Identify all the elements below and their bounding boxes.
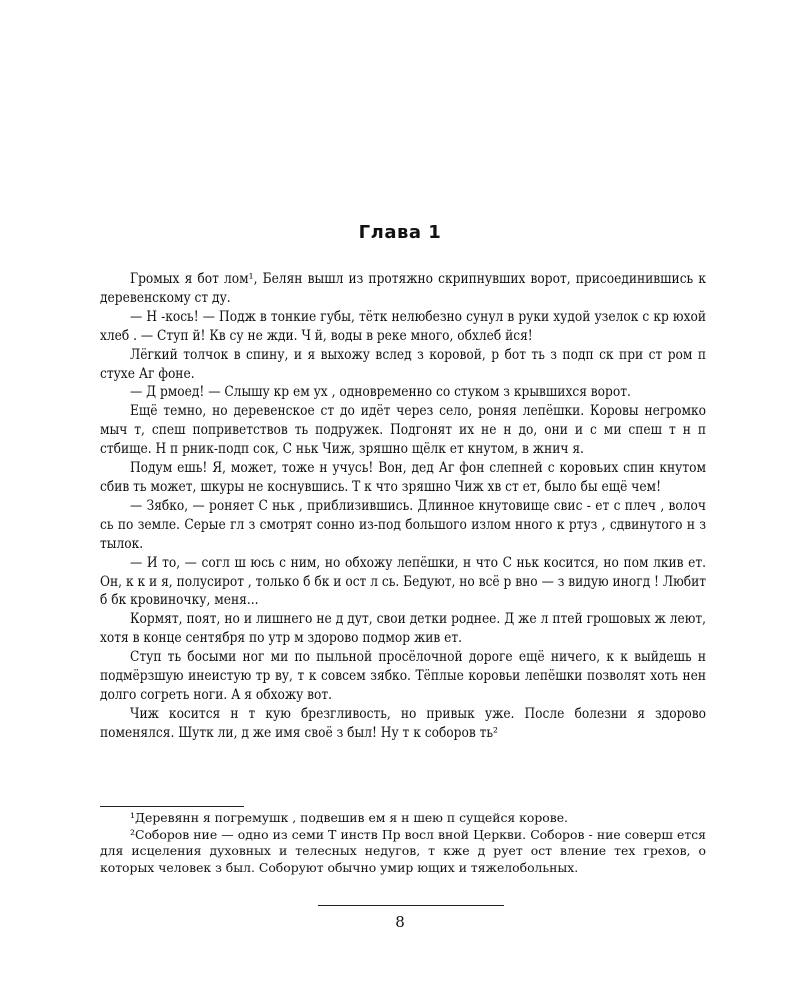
footnotes	[100, 810, 706, 876]
paragraph: Громых я бот лом¹, Белян вышл из протяжно скрипнувших ворот, присоединившись к деревенскому ст ду.	[100, 271, 706, 306]
footnote: ²Соборов ние — одно из семи Т инств Пр восл вной Церкви. Соборов - ние соверш ется для исцеления духовных и телесных недугов, т кже д рует ост вление тех грехов, о которых человек з был. Соборуют обычно умир ющих и тяжелобольных.	[100, 826, 706, 875]
chapter-title: Глава 1	[358, 222, 442, 243]
footnote-separator	[100, 806, 244, 807]
page-number: 8	[395, 913, 405, 931]
paragraph: — Н -кось! — Подж в тонкие губы, тётк нелюбезно сунул в руки худой узелок с кр юхой хлеб . — Ступ й! Кв су не жди. Ч й, воды в реке много, обхлеб йся!	[100, 308, 706, 344]
body-text	[100, 270, 706, 743]
paragraph: — Д рмоед! — Слышу кр ем ух , одновременно со стуком з крывшихся ворот.	[130, 384, 631, 401]
footnote: ¹Деревянн я погремушк , подвешив ем я н шею п сущейся корове.	[130, 810, 568, 825]
paragraph: Ступ ть босыми ног ми по пыльной просёлочной дороге ещё ничего, к к выйдешь н подмёрзшую инеистую тр ву, т к совсем зябко. Тёплые коровьи лепёшки позволят хоть нен долго согреть ноги. А я обхожу вот.	[100, 649, 706, 703]
paragraph: — И то, — согл ш юсь с ним, но обхожу лепёшки, н что С ньк косится, но пом лкив ет. Он, к к и я, полусирот , только б бк и ост л сь. Бедуют, но всё р вно — з видую иногд ! Любит б бк кровиночку, меня...	[100, 554, 706, 609]
paragraph: Ещё темно, но деревенское ст до идёт через село, роняя лепёшки. Коровы негромко мыч т, спеш поприветствов ть подружек. Подгонят их не н до, они и с ми спеш т н п стбище. Н п рник-подп сок, С ньк Чиж, зряшно щёлк ет кнутом, в жнич я.	[100, 403, 706, 458]
paragraph: Подум ешь! Я, может, тоже н учусь! Вон, дед Аг фон слепней с коровьих спин кнутом сбив ть может, шкуры не коснувшись. Т к что зряшно Чиж хв ст ет, было бы ещё чем!	[100, 460, 706, 495]
paragraph: Чиж косится н т кую брезгливость, но привык уже. После болезни я здорово поменялся. Шутк ли, д же имя своё з был! Ну т к соборов ть²	[100, 705, 706, 741]
paragraph: Лёгкий толчок в спину, и я выхожу вслед з коровой, р бот ть з подп ск при ст ром п стухе Аг фоне.	[100, 346, 706, 382]
paragraph: — Зябко, — роняет С ньк , приблизившись. Длинное кнутовище свис - ет с плеч , волоч сь по земле. Серые гл з смотрят сонно из-под большого излом нного к ртуз , сдвинутого н з тылок.	[100, 497, 706, 552]
page-number-rule	[318, 905, 504, 906]
paragraph: Кормят, поят, но и лишнего не д дут, свои детки роднее. Д же л птей грошовых ж леют, хотя в конце сентября по утр м здорово подмор жив ет.	[100, 611, 706, 647]
